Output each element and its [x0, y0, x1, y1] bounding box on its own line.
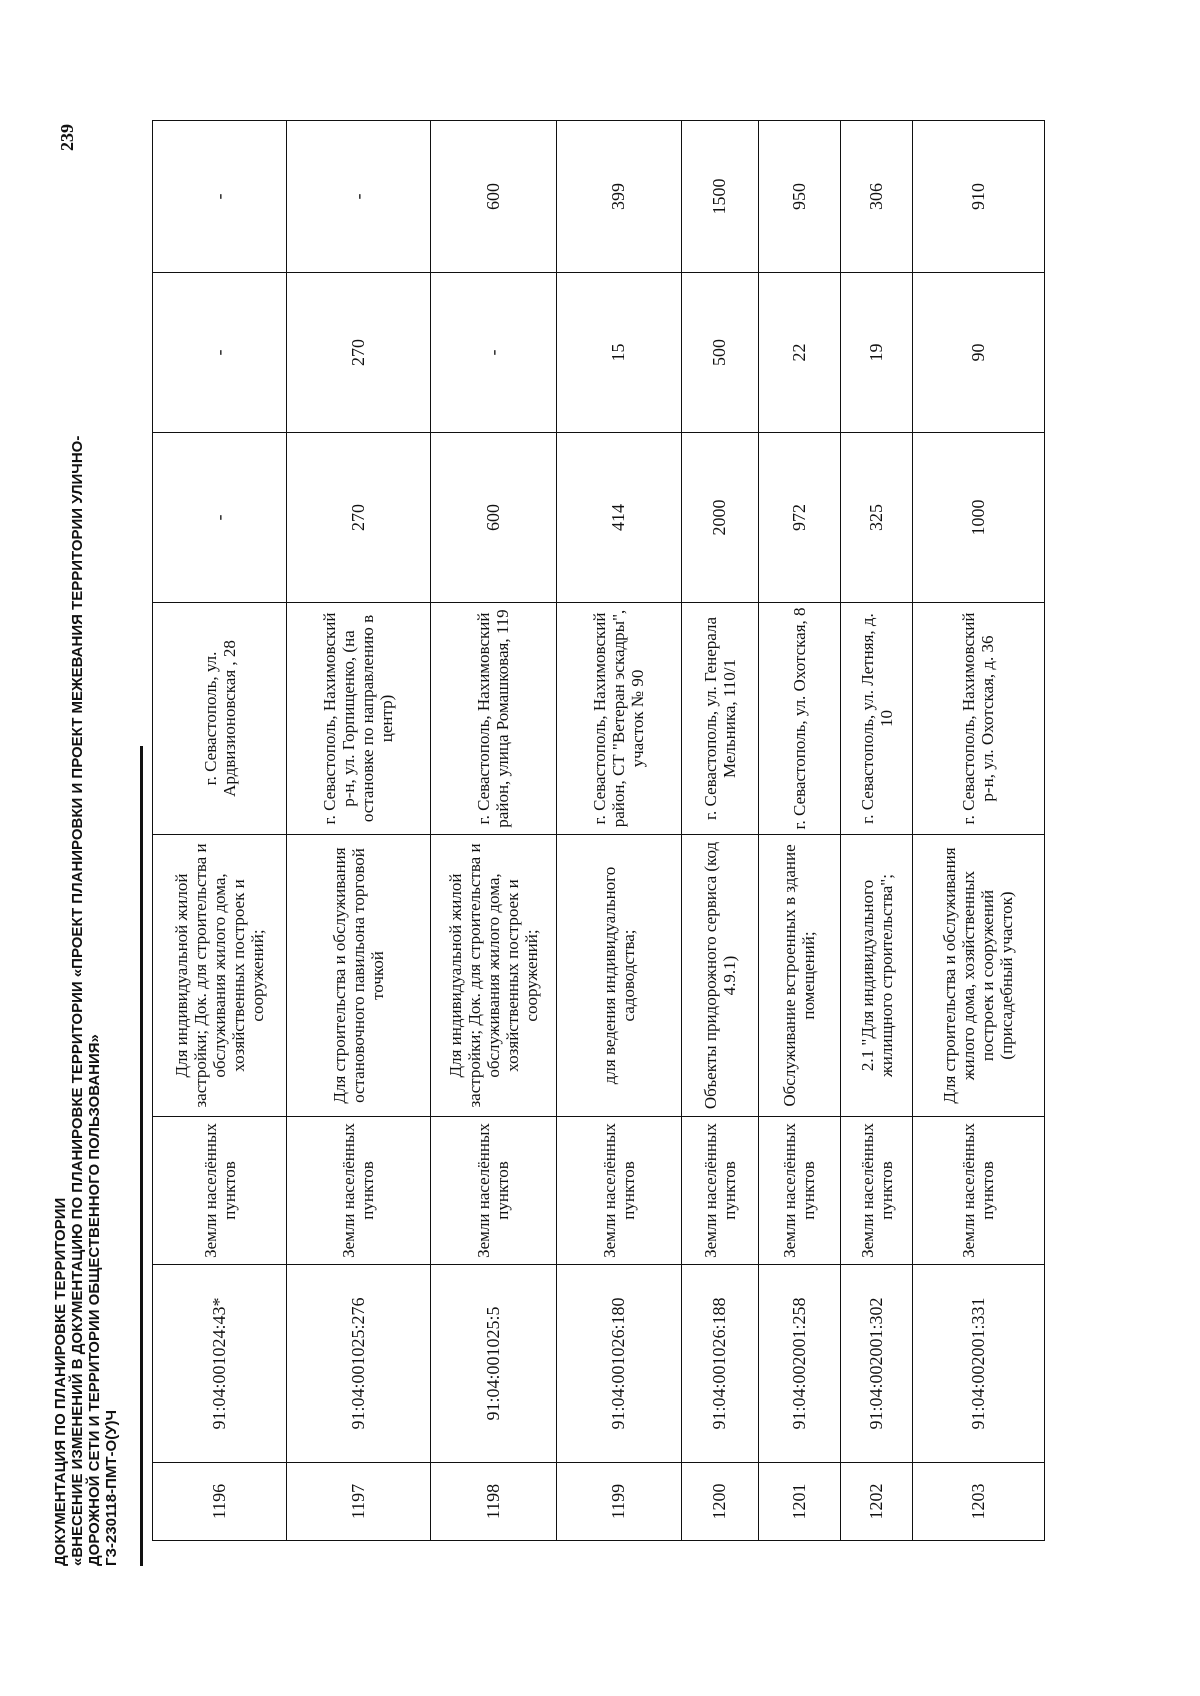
cell-area: 1000	[912, 433, 1044, 603]
cell-use: Обслуживание встроенных в здание помещений;	[758, 835, 841, 1117]
cell-area-rest: 306	[841, 121, 913, 273]
page-number: 239	[57, 124, 77, 151]
cell-number: 1203	[912, 1463, 1044, 1541]
header-line-3: ДОРОЖНОЙ СЕТИ И ТЕРРИТОРИИ ОБЩЕСТВЕННОГО ПОЛЬЗОВАНИЯ»	[86, 1034, 103, 1566]
header-line-1: ДОКУМЕНТАЦИЯ ПО ПЛАНИРОВКЕ ТЕРРИТОРИИ	[52, 1197, 69, 1566]
cell-use: Для индивидуальной жилой застройки; Док. для строительства и обслуживания жилого дома, хозяйственных построек и сооружений;	[430, 835, 557, 1117]
cell-number: 1197	[287, 1463, 430, 1541]
cell-address: г. Севастополь, Нахимовский район, СТ "Ветеран эскадры", участок № 90	[557, 603, 681, 835]
cell-category: Земли населённых пунктов	[287, 1117, 430, 1265]
cell-area: 600	[430, 433, 557, 603]
document-header	[52, 266, 120, 1566]
cell-use: 2.1 "Для индивидуального жилищного строительства";	[841, 835, 913, 1117]
cell-use: Для индивидуальной жилой застройки; Док. для строительства и обслуживания жилого дома, хозяйственных построек и сооружений;	[153, 835, 287, 1117]
cell-area-rest: 600	[430, 121, 557, 273]
cell-cadastral: 91:04:001024:43*	[153, 1265, 287, 1463]
cell-area-rest: 910	[912, 121, 1044, 273]
cell-area: 270	[287, 433, 430, 603]
table-row	[758, 121, 841, 1541]
cell-area: 325	[841, 433, 913, 603]
cell-category: Земли населённых пунктов	[430, 1117, 557, 1265]
cell-address: г. Севастополь, Нахимовский р-н, ул. Горпищенко, (на остановке по направлению в центр)	[287, 603, 430, 835]
cell-number: 1198	[430, 1463, 557, 1541]
header-line-4: ГЗ-230118-ПМТ-О(У)Ч	[103, 1409, 120, 1566]
cell-area-part: 500	[681, 273, 758, 433]
cell-area-rest: 399	[557, 121, 681, 273]
cell-address: г. Севастополь, ул. Ардвизионовская , 28	[153, 603, 287, 835]
cell-area-rest: -	[287, 121, 430, 273]
cell-cadastral: 91:04:001025:276	[287, 1265, 430, 1463]
cell-number: 1199	[557, 1463, 681, 1541]
cell-area-part: -	[430, 273, 557, 433]
cell-cadastral: 91:04:002001:331	[912, 1265, 1044, 1463]
table-row	[841, 121, 913, 1541]
cell-cadastral: 91:04:001026:188	[681, 1265, 758, 1463]
cell-number: 1202	[841, 1463, 913, 1541]
cell-area: 2000	[681, 433, 758, 603]
cell-number: 1201	[758, 1463, 841, 1541]
cell-use: Для строительства и обслуживания остановочного павильона торговой точкой	[287, 835, 430, 1117]
cell-category: Земли населённых пунктов	[153, 1117, 287, 1265]
header-line-2: «ВНЕСЕНИЕ ИЗМЕНЕНИЙ В ДОКУМЕНТАЦИЮ ПО ПЛАНИРОВКЕ ТЕРРИТОРИИ «ПРОЕКТ ПЛАНИРОВКИ И ПРОЕКТ МЕЖЕВАНИЯ ТЕРРИТОРИИ УЛИЧНО-	[69, 435, 86, 1566]
cell-number: 1200	[681, 1463, 758, 1541]
cell-address: г. Севастополь, Нахимовский район, улица Ромашковая, 119	[430, 603, 557, 835]
table-row	[912, 121, 1044, 1541]
cell-area-rest: 1500	[681, 121, 758, 273]
table-row	[557, 121, 681, 1541]
table-row	[430, 121, 557, 1541]
cell-area-part: 22	[758, 273, 841, 433]
cell-category: Земли населённых пунктов	[557, 1117, 681, 1265]
cell-address: г. Севастополь, Нахимовский р-н, ул. Охотская, д. 36	[912, 603, 1044, 835]
cell-area-rest: -	[153, 121, 287, 273]
cell-area-part: -	[153, 273, 287, 433]
cell-cadastral: 91:04:001026:180	[557, 1265, 681, 1463]
cell-use: для ведения индивидуального садоводства;	[557, 835, 681, 1117]
cell-area-part: 15	[557, 273, 681, 433]
header-rule	[140, 746, 143, 1566]
table-row	[153, 121, 287, 1541]
cell-use: Для строительства и обслуживания жилого дома, хозяйственных построек и сооружений (присадебный участок)	[912, 835, 1044, 1117]
cell-area: -	[153, 433, 287, 603]
cell-area-part: 270	[287, 273, 430, 433]
table-row	[287, 121, 430, 1541]
land-plots-table	[152, 120, 1045, 1541]
table-row	[681, 121, 758, 1541]
cell-category: Земли населённых пунктов	[912, 1117, 1044, 1265]
cell-cadastral: 91:04:002001:258	[758, 1265, 841, 1463]
cell-area: 414	[557, 433, 681, 603]
cell-category: Земли населённых пунктов	[758, 1117, 841, 1265]
cell-category: Земли населённых пунктов	[841, 1117, 913, 1265]
cell-address: г. Севастополь, ул. Летняя, д. 10	[841, 603, 913, 835]
cell-category: Земли населённых пунктов	[681, 1117, 758, 1265]
cell-cadastral: 91:04:001025:5	[430, 1265, 557, 1463]
cell-number: 1196	[153, 1463, 287, 1541]
cell-area: 972	[758, 433, 841, 603]
cell-use: Объекты придорожного сервиса (код 4.9.1)	[681, 835, 758, 1117]
cell-address: г. Севастополь, ул. Охотская, 8	[758, 603, 841, 835]
cell-cadastral: 91:04:002001:302	[841, 1265, 913, 1463]
cell-area-rest: 950	[758, 121, 841, 273]
cell-area-part: 19	[841, 273, 913, 433]
cell-address: г. Севастополь, ул. Генерала Мельника, 110/1	[681, 603, 758, 835]
cell-area-part: 90	[912, 273, 1044, 433]
